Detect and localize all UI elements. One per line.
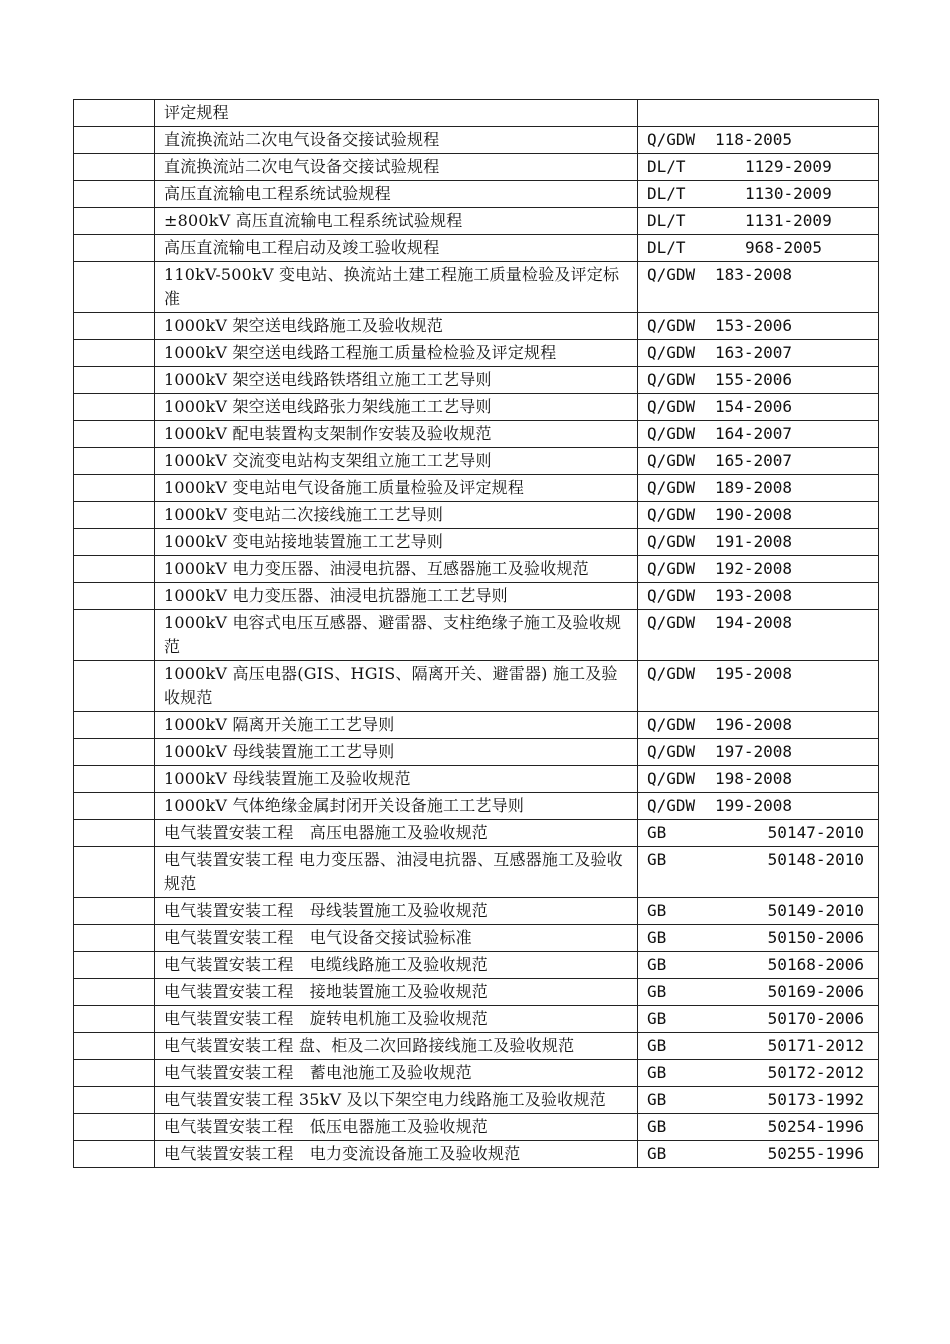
standard-code-cell	[638, 448, 879, 475]
standard-code-cell	[638, 820, 879, 847]
standard-name: 电气装置安装工程 盘、柜及二次回路接线施工及验收规范	[155, 1033, 638, 1060]
standard-code-number: 163-2007	[715, 343, 793, 362]
row-index-cell	[74, 1141, 155, 1168]
standard-code-prefix: GB	[647, 1009, 667, 1028]
standard-code	[647, 209, 874, 233]
standard-code	[647, 848, 874, 872]
standard-code-prefix: Q/GDW	[647, 664, 696, 683]
row-index-cell	[74, 712, 155, 739]
standard-code-prefix: DL/T	[647, 157, 686, 176]
standard-code-number: 197-2008	[715, 742, 793, 761]
standard-code-cell	[638, 502, 879, 529]
table-row	[74, 739, 879, 766]
table-row	[74, 979, 879, 1006]
standard-name: 1000kV 交流变电站构支架组立施工工艺导则	[155, 448, 638, 475]
standard-code-number: 1129-2009	[745, 157, 832, 176]
standard-code-cell	[638, 556, 879, 583]
standard-code-number: 199-2008	[715, 796, 793, 815]
standard-code-prefix: GB	[647, 850, 667, 869]
standard-name: 1000kV 架空送电线路铁塔组立施工工艺导则	[155, 367, 638, 394]
standard-code-cell	[638, 154, 879, 181]
standard-code-prefix: GB	[647, 1036, 667, 1055]
standard-code-cell	[638, 979, 879, 1006]
table-row	[74, 235, 879, 262]
standard-code-prefix: GB	[647, 901, 667, 920]
standard-code-prefix: Q/GDW	[647, 265, 696, 284]
standards-table-body	[74, 100, 879, 1168]
standard-code-cell	[638, 898, 879, 925]
standard-code-prefix: Q/GDW	[647, 343, 696, 362]
standard-code-cell	[638, 421, 879, 448]
standard-code-prefix: Q/GDW	[647, 715, 696, 734]
standard-code-number: 50171-2012	[767, 1036, 864, 1055]
standard-name: 电气装置安装工程 35kV 及以下架空电力线路施工及验收规范	[155, 1087, 638, 1114]
standard-code	[647, 821, 874, 845]
table-row	[74, 793, 879, 820]
standard-code-cell	[638, 235, 879, 262]
standard-code	[647, 422, 874, 446]
row-index-cell	[74, 529, 155, 556]
standard-code	[647, 557, 874, 581]
standard-code-cell	[638, 475, 879, 502]
standard-name: 电气装置安装工程 接地装置施工及验收规范	[155, 979, 638, 1006]
standard-code-prefix: Q/GDW	[647, 742, 696, 761]
standard-code	[647, 794, 874, 818]
table-row	[74, 661, 879, 712]
standard-code-prefix: Q/GDW	[647, 586, 696, 605]
table-row	[74, 898, 879, 925]
standard-name: 电气装置安装工程 电气设备交接试验标准	[155, 925, 638, 952]
standard-code-number: 968-2005	[745, 238, 823, 257]
standard-code-prefix: GB	[647, 928, 667, 947]
standard-name: 电气装置安装工程 高压电器施工及验收规范	[155, 820, 638, 847]
standard-name: 电气装置安装工程 电力变压器、油浸电抗器、互感器施工及验收规范	[155, 847, 638, 898]
standard-code-number: 1131-2009	[745, 211, 832, 230]
row-index-cell	[74, 793, 155, 820]
standard-code	[647, 1142, 874, 1166]
row-index-cell	[74, 235, 155, 262]
standard-code	[647, 395, 874, 419]
row-index-cell	[74, 100, 155, 127]
standard-code	[647, 314, 874, 338]
table-row	[74, 448, 879, 475]
table-row	[74, 340, 879, 367]
standard-code-number: 50254-1996	[767, 1117, 864, 1136]
row-index-cell	[74, 208, 155, 235]
standard-code-prefix: GB	[647, 1063, 667, 1082]
row-index-cell	[74, 583, 155, 610]
standard-code-cell	[638, 847, 879, 898]
standard-code	[647, 236, 874, 260]
row-index-cell	[74, 502, 155, 529]
standard-code-cell	[638, 739, 879, 766]
standard-code-number: 50169-2006	[767, 982, 864, 1001]
standard-code	[647, 1088, 874, 1112]
standard-code-number: 153-2006	[715, 316, 793, 335]
standard-code-cell	[638, 793, 879, 820]
standard-code-prefix: GB	[647, 823, 667, 842]
table-row	[74, 952, 879, 979]
standard-code-number: 50168-2006	[767, 955, 864, 974]
standard-code	[647, 503, 874, 527]
standard-code-cell	[638, 1060, 879, 1087]
standard-name: 直流换流站二次电气设备交接试验规程	[155, 127, 638, 154]
standard-code-number: 50150-2006	[767, 928, 864, 947]
standard-code	[647, 584, 874, 608]
table-row	[74, 154, 879, 181]
row-index-cell	[74, 820, 155, 847]
table-row	[74, 181, 879, 208]
standard-code-cell	[638, 100, 879, 127]
standard-code-number: 50148-2010	[767, 850, 864, 869]
standard-code-cell	[638, 313, 879, 340]
standard-code	[647, 611, 874, 635]
standard-name: 1000kV 气体绝缘金属封闭开关设备施工工艺导则	[155, 793, 638, 820]
standard-code-cell	[638, 208, 879, 235]
standard-name: ±800kV 高压直流输电工程系统试验规程	[155, 208, 638, 235]
standard-code-cell	[638, 340, 879, 367]
standard-code-prefix: DL/T	[647, 238, 686, 257]
standard-code-prefix: GB	[647, 982, 667, 1001]
standard-code	[647, 1007, 874, 1031]
standard-code-prefix: Q/GDW	[647, 532, 696, 551]
standard-code-cell	[638, 1141, 879, 1168]
standard-name: 1000kV 电力变压器、油浸电抗器施工工艺导则	[155, 583, 638, 610]
standard-code-prefix: Q/GDW	[647, 613, 696, 632]
standard-code	[647, 476, 874, 500]
standard-code-number: 183-2008	[715, 265, 793, 284]
standard-code-number: 195-2008	[715, 664, 793, 683]
standard-code-prefix: GB	[647, 1144, 667, 1163]
table-row	[74, 925, 879, 952]
standard-code-cell	[638, 181, 879, 208]
standard-code	[647, 263, 874, 287]
standard-name: 电气装置安装工程 蓄电池施工及验收规范	[155, 1060, 638, 1087]
standard-code-cell	[638, 367, 879, 394]
standard-code-prefix: DL/T	[647, 211, 686, 230]
table-row	[74, 766, 879, 793]
table-row	[74, 583, 879, 610]
table-row	[74, 1006, 879, 1033]
table-row	[74, 367, 879, 394]
standard-name: 1000kV 电力变压器、油浸电抗器、互感器施工及验收规范	[155, 556, 638, 583]
standard-code-cell	[638, 529, 879, 556]
row-index-cell	[74, 1033, 155, 1060]
standard-code-cell	[638, 712, 879, 739]
table-row	[74, 208, 879, 235]
table-row	[74, 610, 879, 661]
standard-code-prefix: DL/T	[647, 184, 686, 203]
standard-name: 电气装置安装工程 低压电器施工及验收规范	[155, 1114, 638, 1141]
standard-name: 直流换流站二次电气设备交接试验规程	[155, 154, 638, 181]
standard-name: 电气装置安装工程 旋转电机施工及验收规范	[155, 1006, 638, 1033]
standard-code-number: 191-2008	[715, 532, 793, 551]
standard-name: 1000kV 配电装置构支架制作安装及验收规范	[155, 421, 638, 448]
row-index-cell	[74, 1114, 155, 1141]
table-row	[74, 847, 879, 898]
standard-name: 1000kV 架空送电线路张力架线施工工艺导则	[155, 394, 638, 421]
standard-code-cell	[638, 925, 879, 952]
standard-code-number: 118-2005	[715, 130, 793, 149]
row-index-cell	[74, 1006, 155, 1033]
standard-code-number: 50173-1992	[767, 1090, 864, 1109]
standard-code	[647, 740, 874, 764]
standard-name: 1000kV 变电站电气设备施工质量检验及评定规程	[155, 475, 638, 502]
row-index-cell	[74, 313, 155, 340]
standard-code-cell	[638, 1033, 879, 1060]
standard-code-number: 50149-2010	[767, 901, 864, 920]
standard-name: 1000kV 隔离开关施工工艺导则	[155, 712, 638, 739]
row-index-cell	[74, 394, 155, 421]
table-row	[74, 313, 879, 340]
standard-code-cell	[638, 1006, 879, 1033]
table-row	[74, 556, 879, 583]
table-row	[74, 262, 879, 313]
row-index-cell	[74, 766, 155, 793]
row-index-cell	[74, 421, 155, 448]
standard-code	[647, 341, 874, 365]
standard-code-cell	[638, 127, 879, 154]
standard-code	[647, 899, 874, 923]
standard-code-number: 50170-2006	[767, 1009, 864, 1028]
standard-code	[647, 926, 874, 950]
standard-code-number: 192-2008	[715, 559, 793, 578]
standard-code	[647, 449, 874, 473]
standard-code	[647, 980, 874, 1004]
standard-code-cell	[638, 1114, 879, 1141]
standard-code-number: 50147-2010	[767, 823, 864, 842]
standards-table	[73, 99, 879, 1168]
standard-code	[647, 1034, 874, 1058]
standard-name: 1000kV 变电站二次接线施工工艺导则	[155, 502, 638, 529]
standard-code-number: 50255-1996	[767, 1144, 864, 1163]
table-row	[74, 1060, 879, 1087]
table-row	[74, 1141, 879, 1168]
standard-name: 1000kV 电容式电压互感器、避雷器、支柱绝缘子施工及验收规范	[155, 610, 638, 661]
row-index-cell	[74, 925, 155, 952]
row-index-cell	[74, 1060, 155, 1087]
standard-code-prefix: Q/GDW	[647, 130, 696, 149]
standard-code-number: 1130-2009	[745, 184, 832, 203]
standard-code	[647, 767, 874, 791]
table-row	[74, 421, 879, 448]
row-index-cell	[74, 661, 155, 712]
row-index-cell	[74, 448, 155, 475]
table-row	[74, 502, 879, 529]
standard-code-cell	[638, 262, 879, 313]
standard-name: 1000kV 母线装置施工工艺导则	[155, 739, 638, 766]
standard-code-cell	[638, 610, 879, 661]
standard-name: 1000kV 高压电器(GIS、HGIS、隔离开关、避雷器) 施工及验收规范	[155, 661, 638, 712]
standard-code-prefix: Q/GDW	[647, 370, 696, 389]
row-index-cell	[74, 340, 155, 367]
standard-code-number: 189-2008	[715, 478, 793, 497]
table-row	[74, 1087, 879, 1114]
standard-code-prefix: Q/GDW	[647, 769, 696, 788]
row-index-cell	[74, 556, 155, 583]
standard-code-number: 164-2007	[715, 424, 793, 443]
standard-name: 1000kV 架空送电线路施工及验收规范	[155, 313, 638, 340]
standard-code-prefix: Q/GDW	[647, 451, 696, 470]
table-row	[74, 1114, 879, 1141]
row-index-cell	[74, 262, 155, 313]
standard-code-cell	[638, 661, 879, 712]
standard-code-prefix: Q/GDW	[647, 796, 696, 815]
row-index-cell	[74, 475, 155, 502]
standard-name: 评定规程	[155, 100, 638, 127]
standard-code-prefix: Q/GDW	[647, 424, 696, 443]
standard-code	[647, 662, 874, 686]
table-row	[74, 394, 879, 421]
standard-code-prefix: Q/GDW	[647, 478, 696, 497]
row-index-cell	[74, 847, 155, 898]
standard-code-number: 193-2008	[715, 586, 793, 605]
standard-code	[647, 368, 874, 392]
row-index-cell	[74, 739, 155, 766]
standard-code-number: 198-2008	[715, 769, 793, 788]
row-index-cell	[74, 367, 155, 394]
standard-code	[647, 953, 874, 977]
standard-code-number: 190-2008	[715, 505, 793, 524]
standard-name: 电气装置安装工程 母线装置施工及验收规范	[155, 898, 638, 925]
standard-code-number: 165-2007	[715, 451, 793, 470]
row-index-cell	[74, 1087, 155, 1114]
standard-name: 高压直流输电工程启动及竣工验收规程	[155, 235, 638, 262]
standard-code-number: 50172-2012	[767, 1063, 864, 1082]
standard-code	[647, 128, 874, 152]
row-index-cell	[74, 154, 155, 181]
standard-code-cell	[638, 766, 879, 793]
standard-code	[647, 155, 874, 179]
row-index-cell	[74, 181, 155, 208]
standard-name: 电气装置安装工程 电力变流设备施工及验收规范	[155, 1141, 638, 1168]
table-row	[74, 475, 879, 502]
standard-code	[647, 713, 874, 737]
table-row	[74, 712, 879, 739]
standard-code-cell	[638, 1087, 879, 1114]
standard-code-number: 154-2006	[715, 397, 793, 416]
standard-code-prefix: GB	[647, 1090, 667, 1109]
standard-name: 1000kV 架空送电线路工程施工质量检检验及评定规程	[155, 340, 638, 367]
table-row	[74, 100, 879, 127]
table-row	[74, 820, 879, 847]
standard-code-prefix: GB	[647, 955, 667, 974]
row-index-cell	[74, 898, 155, 925]
standard-name: 1000kV 母线装置施工及验收规范	[155, 766, 638, 793]
standard-code	[647, 1115, 874, 1139]
standard-code	[647, 530, 874, 554]
standard-code-number: 196-2008	[715, 715, 793, 734]
standard-code-cell	[638, 952, 879, 979]
standard-code-cell	[638, 583, 879, 610]
row-index-cell	[74, 979, 155, 1006]
standard-name: 110kV-500kV 变电站、换流站土建工程施工质量检验及评定标准	[155, 262, 638, 313]
row-index-cell	[74, 127, 155, 154]
standard-name: 电气装置安装工程 电缆线路施工及验收规范	[155, 952, 638, 979]
standard-name: 1000kV 变电站接地装置施工工艺导则	[155, 529, 638, 556]
standard-code-number: 155-2006	[715, 370, 793, 389]
standard-code-prefix: Q/GDW	[647, 559, 696, 578]
standard-code-prefix: Q/GDW	[647, 397, 696, 416]
standard-code-prefix: GB	[647, 1117, 667, 1136]
table-row	[74, 127, 879, 154]
standard-code-prefix: Q/GDW	[647, 316, 696, 335]
standard-name: 高压直流输电工程系统试验规程	[155, 181, 638, 208]
standard-code	[647, 182, 874, 206]
table-row	[74, 529, 879, 556]
standard-code-prefix: Q/GDW	[647, 505, 696, 524]
standard-code-cell	[638, 394, 879, 421]
row-index-cell	[74, 610, 155, 661]
row-index-cell	[74, 952, 155, 979]
standard-code	[647, 1061, 874, 1085]
table-row	[74, 1033, 879, 1060]
standard-code-number: 194-2008	[715, 613, 793, 632]
